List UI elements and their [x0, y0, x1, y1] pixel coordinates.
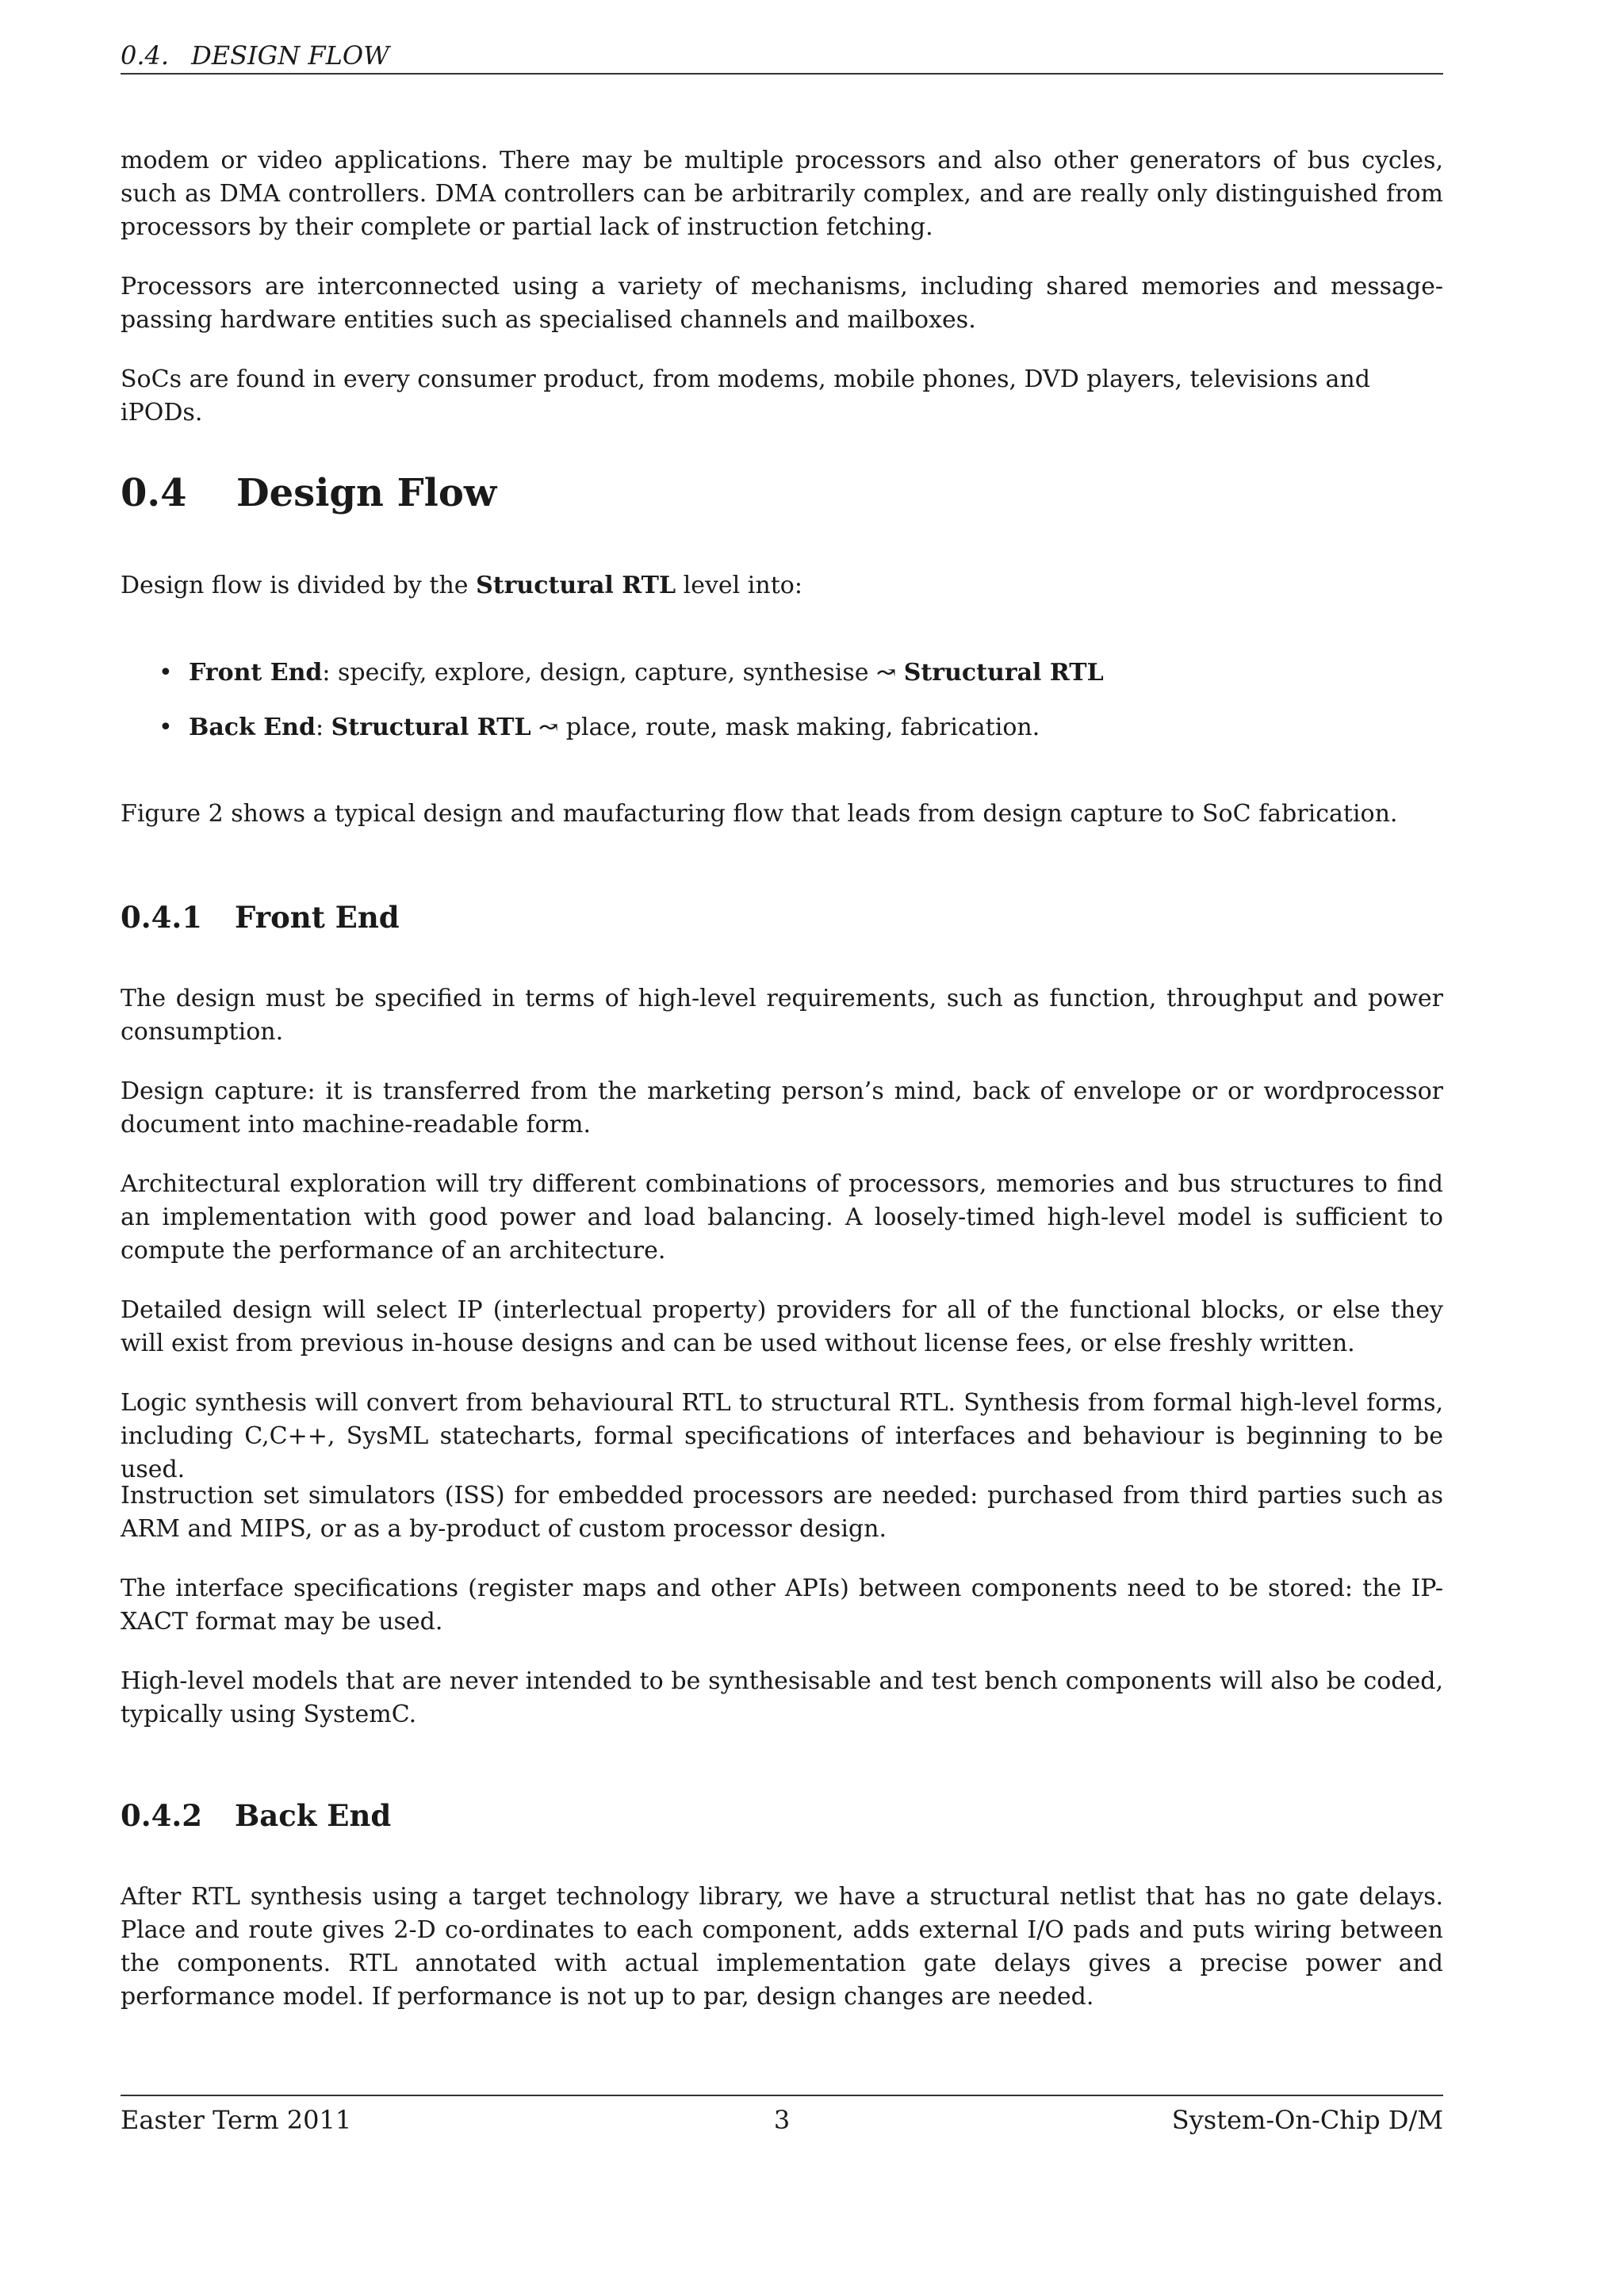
section-heading	[121, 469, 496, 517]
bullet-separator: :	[315, 714, 331, 741]
subsection-title: Front End	[235, 900, 400, 935]
section-number: 0.4	[121, 471, 187, 515]
bullet-text: ↝ place, route, mask making, fabrication.	[530, 714, 1040, 741]
front-end-paragraph: Instruction set simulators (ISS) for embedded processors are needed: purchased from third parties such as ARM and MIPS, or as a by-product of custom processor design.	[121, 1482, 1443, 1543]
lead-bold-term: Structural RTL	[476, 572, 676, 599]
intro-paragraph: modem or video applications. There may be multiple processors and also other generators of bus cycles, such as DMA controllers. DMA controllers can be arbitrarily complex, and are really only distinguished from processors by their complete or partial lack of instruction fetching.	[121, 147, 1443, 241]
bullet-bold-mid: Structural RTL	[331, 714, 531, 741]
bullet-text: specify, explore, design, capture, synthesise ↝	[338, 659, 904, 687]
bullet-icon: •	[159, 714, 173, 741]
document-page	[121, 0, 1443, 2296]
running-header	[121, 38, 1443, 75]
page-footer	[121, 2095, 1443, 2135]
bullet-term: Front End	[189, 659, 323, 687]
page-number: 3	[773, 2105, 791, 2135]
figure-reference-paragraph: Figure 2 shows a typical design and maufacturing flow that leads from design capture to SoC fabrication.	[121, 800, 1398, 828]
front-end-paragraph: Design capture: it is transferred from the marketing person’s mind, back of envelope or or wordprocessor document into machine-readable form.	[121, 1077, 1443, 1138]
subsection-title: Back End	[235, 1798, 392, 1833]
list-item-front-end	[159, 656, 1104, 690]
section-title: Design Flow	[236, 471, 497, 515]
front-end-paragraph: Detailed design will select IP (interlectual property) providers for all of the functional blocks, or else they will exist from previous in-house designs and can be used without license fees, or else freshly written.	[121, 1296, 1443, 1357]
bullet-separator: :	[322, 659, 339, 687]
header-section-number: 0.4.	[121, 40, 170, 71]
footer-term: Easter Term 2011	[121, 2105, 352, 2135]
subsection-number: 0.4.1	[121, 900, 202, 935]
subsection-heading	[121, 898, 400, 936]
bullet-bold-tail: Structural RTL	[903, 659, 1104, 687]
front-end-paragraph: The interface specifications (register maps and other APIs) between components need to be stored: the IP-XACT format may be used.	[121, 1575, 1443, 1636]
front-end-paragraph: Architectural exploration will try different combinations of processors, memories and bus structures to find an implementation with good power and load balancing. A loosely-timed high-level model is sufficient to compute the performance of an architecture.	[121, 1170, 1443, 1265]
section-lead-paragraph	[121, 569, 1443, 603]
intro-paragraph: Processors are interconnected using a variety of mechanisms, including shared memories and message-passing hardware entities such as specialised channels and mailboxes.	[121, 273, 1443, 334]
list-item-back-end	[159, 711, 1040, 744]
header-section-title: DESIGN FLOW	[191, 40, 389, 71]
lead-text: Design flow is divided by the	[121, 572, 477, 599]
back-end-paragraph: After RTL synthesis using a target technology library, we have a structural netlist that has no gate delays. Place and route gives 2-D co-ordinates to each component, adds external I/O pads and puts wiring between the components. RTL annotated with actual implementation gate delays gives a precise power and performance model. If performance is not up to par, design changes are needed.	[121, 1883, 1443, 2011]
subsection-heading	[121, 1797, 391, 1835]
lead-text-end: level into:	[676, 572, 802, 599]
bullet-icon: •	[159, 659, 173, 687]
subsection-number: 0.4.2	[121, 1798, 202, 1833]
front-end-paragraph: High-level models that are never intended to be synthesisable and test bench components will also be coded, typically using SystemC.	[121, 1667, 1443, 1728]
bullet-term: Back End	[189, 714, 316, 741]
intro-paragraph: SoCs are found in every consumer product, from modems, mobile phones, DVD players, televisions and iPODs.	[121, 365, 1370, 427]
front-end-paragraph: The design must be specified in terms of high-level requirements, such as function, throughput and power consumption.	[121, 985, 1443, 1046]
front-end-paragraph: Logic synthesis will convert from behavioural RTL to structural RTL. Synthesis from formal high-level forms, including C,C++, SysML statecharts, formal specifications of interfaces and behaviour is beginning to be used.	[121, 1389, 1443, 1483]
footer-course-title: System-On-Chip D/M	[1171, 2105, 1443, 2135]
